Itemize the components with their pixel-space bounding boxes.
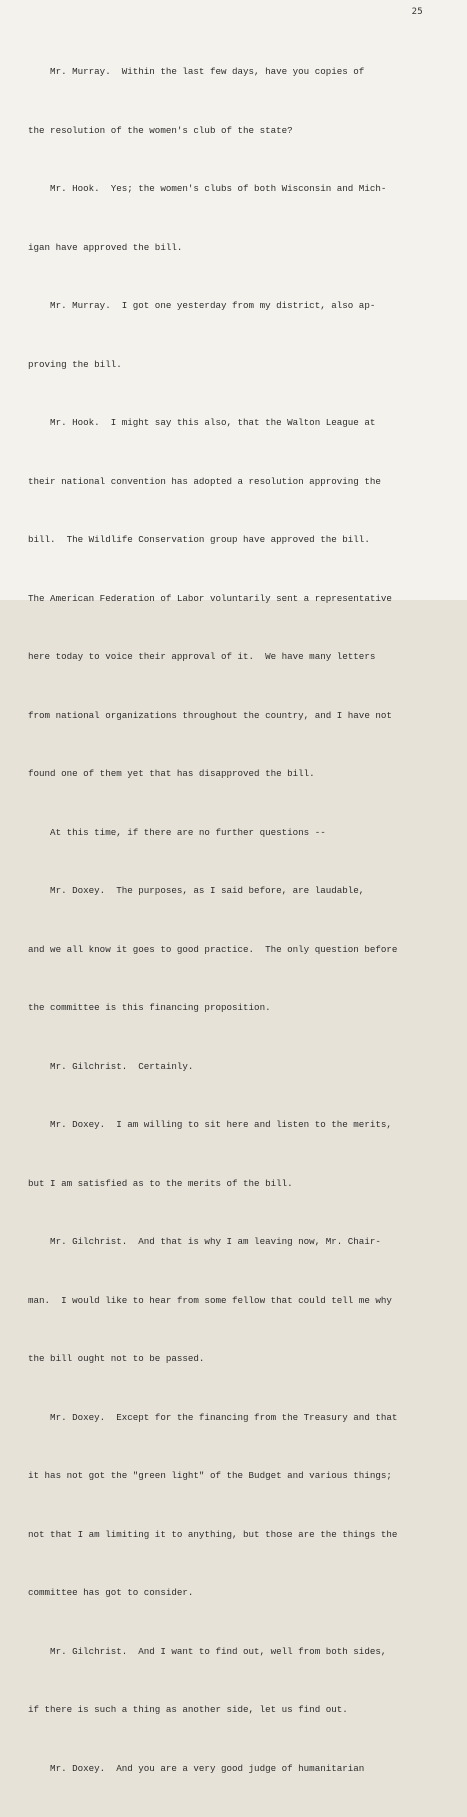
text-line: found one of them yet that has disapproved the bill. <box>28 768 315 779</box>
text-line: if there is such a thing as another side, let us find out. <box>28 1704 348 1715</box>
text-line: not that I am limiting it to anything, but those are the things the <box>28 1528 398 1540</box>
text-line: Mr. Doxey. The purposes, as I said before, are laudable, <box>28 885 365 896</box>
text-line: Mr. Gilchrist. And that is why I am leaving now, Mr. Chair- <box>28 1236 381 1247</box>
text-line: Mr. Murray. I got one yesterday from my district, also ap- <box>28 300 376 311</box>
text-line: man. I would like to hear from some fellow that could tell me why <box>28 1294 392 1306</box>
text-line: the committee is this financing proposition. <box>28 1002 271 1013</box>
text-line: Mr. Hook. Yes; the women's clubs of both Wisconsin and Mich- <box>28 183 387 194</box>
text-line: The American Federation of Labor voluntarily sent a representative <box>28 592 392 604</box>
text-line: committee has got to consider. <box>28 1587 194 1598</box>
text-line: Mr. Gilchrist. Certainly. <box>28 1060 194 1072</box>
text-line: it has not got the "green light" of the Budget and various things; <box>28 1470 392 1481</box>
text-line: Mr. Gilchrist. And I want to find out, well from both sides, <box>28 1645 387 1657</box>
text-line: the resolution of the women's club of the state? <box>28 124 293 136</box>
text-line: bill. The Wildlife Conservation group have approved the bill. <box>28 534 370 545</box>
text-line: At this time, if there are no further questions -- <box>28 826 326 838</box>
text-line: here today to voice their approval of it. We have many letters <box>28 651 376 662</box>
page-number: 25 <box>411 7 423 17</box>
text-line: Mr. Doxey. I am willing to sit here and listen to the merits, <box>28 1119 392 1130</box>
text-line: Mr. Hook. I might say this also, that the Walton League at <box>28 417 376 428</box>
text-line: from national organizations throughout the country, and I have not <box>28 709 392 721</box>
text-line: the bill ought not to be passed. <box>28 1353 205 1364</box>
text-line: igan have approved the bill. <box>28 241 183 253</box>
text-line: Mr. Doxey. Except for the financing from the Treasury and that <box>28 1411 398 1423</box>
text-line: but I am satisfied as to the merits of the bill. <box>28 1177 293 1189</box>
transcript-text <box>28 23 438 1817</box>
text-line: their national convention has adopted a resolution approving the <box>28 475 381 487</box>
text-line: Mr. Murray. Within the last few days, have you copies of <box>28 66 365 77</box>
text-line: and we all know it goes to good practice. The only question before <box>28 943 398 955</box>
text-line: Mr. Doxey. And you are a very good judge of humanitarian <box>28 1762 365 1774</box>
text-line: proving the bill. <box>28 358 122 370</box>
